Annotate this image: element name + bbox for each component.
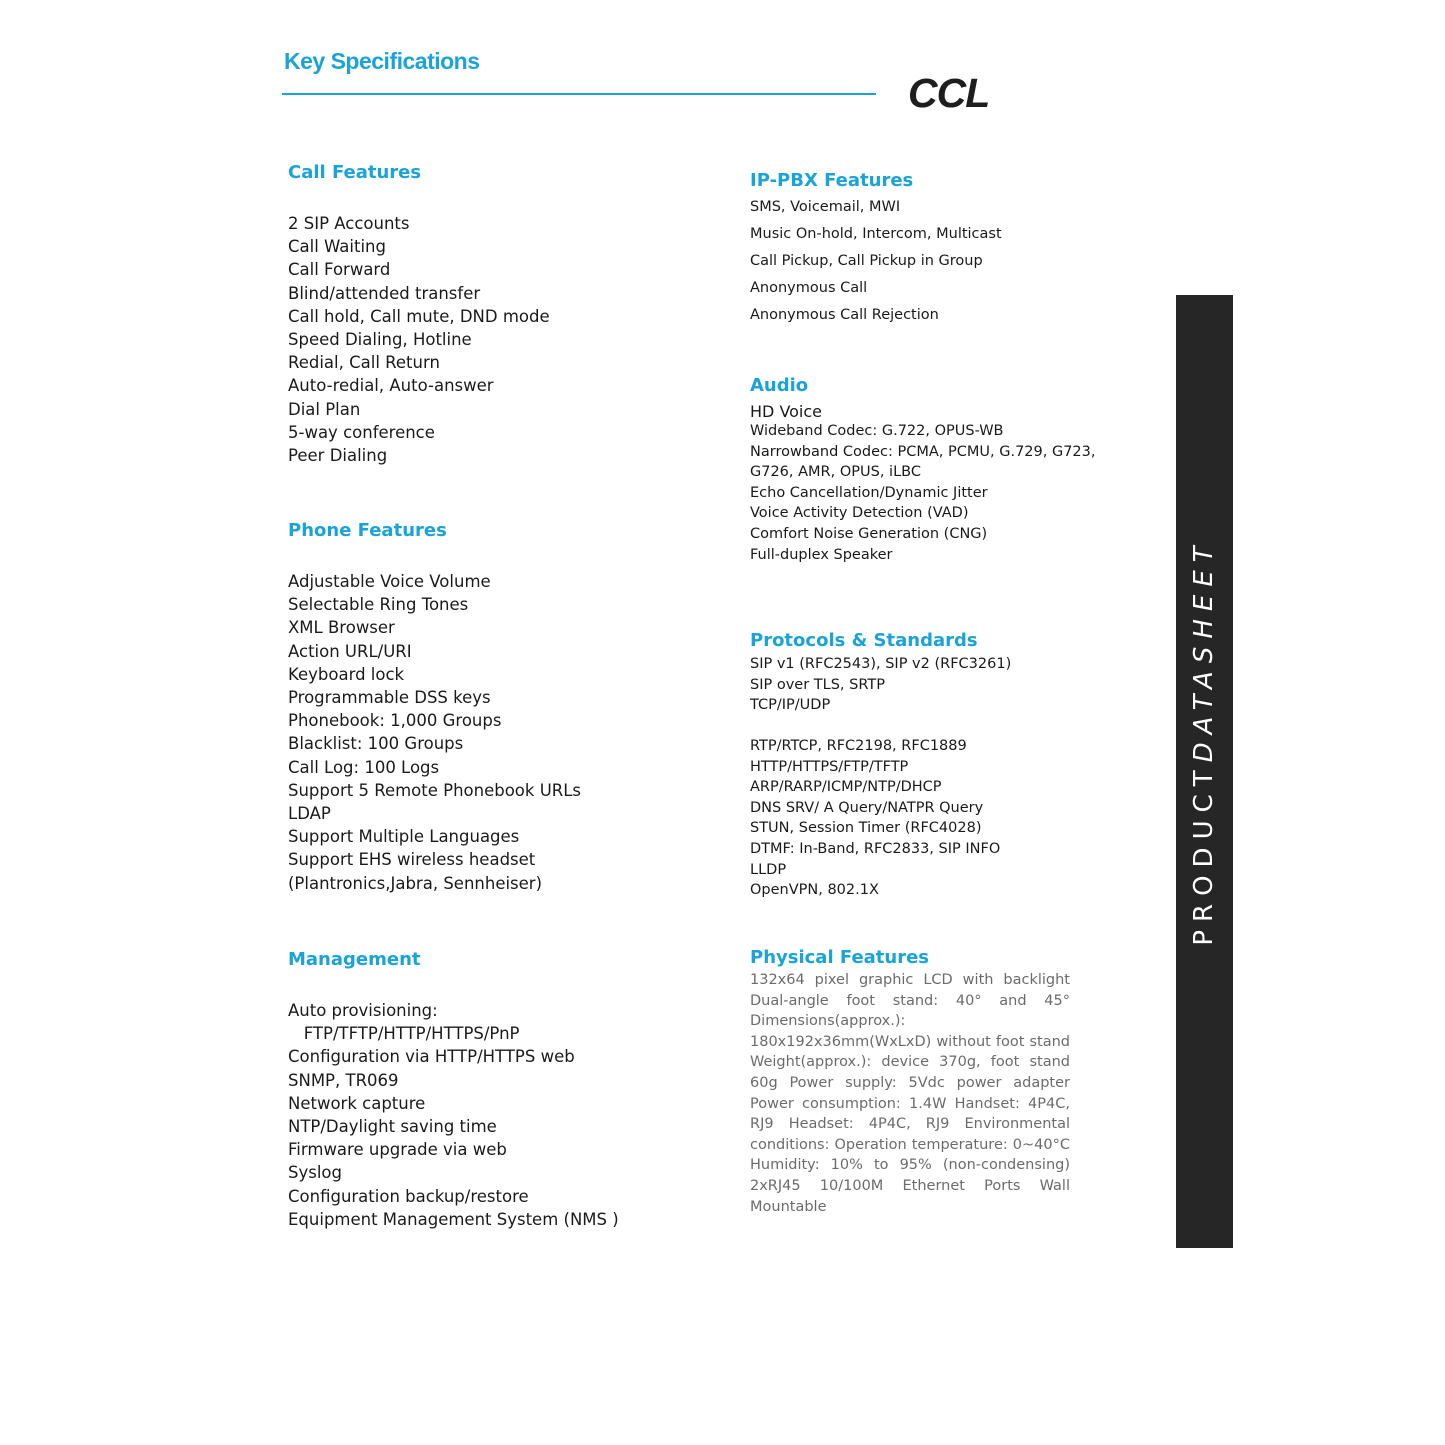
page-title: Key Specifications: [284, 48, 480, 74]
list-item: XML Browser: [288, 618, 395, 638]
list-item: Echo Cancellation/Dynamic Jitter: [750, 484, 988, 501]
list-item: Peer Dialing: [288, 446, 388, 466]
list-item: Speed Dialing, Hotline: [288, 330, 472, 350]
product-datasheet-label: [1189, 538, 1219, 945]
list-item: SIP over TLS, SRTP: [750, 676, 885, 693]
list-item: Comfort Noise Generation (CNG): [750, 525, 988, 542]
list-item: Blacklist: 100 Groups: [288, 734, 464, 754]
list-item: Support EHS wireless headset: [288, 850, 536, 870]
list-item: Firmware upgrade via web: [288, 1140, 507, 1160]
list-item: Programmable DSS keys: [288, 688, 491, 708]
list-item: Call Log: 100 Logs: [288, 757, 440, 777]
audio-heading: Audio: [750, 375, 809, 396]
list-item: STUN, Session Timer (RFC4028): [750, 820, 982, 837]
protocols-list-1: [750, 654, 1011, 716]
list-item: Auto provisioning:: [288, 1001, 438, 1020]
list-item: HTTP/HTTPS/FTP/TFTP: [750, 758, 909, 775]
list-item: Support Multiple Languages: [288, 827, 520, 847]
ippbx-features-heading: IP-PBX Features: [750, 170, 914, 191]
side-label-product: PRODUCT: [1189, 762, 1219, 946]
list-item: Blind/attended transfer: [288, 283, 481, 303]
list-item: Call hold, Call mute, DND mode: [288, 306, 550, 326]
list-item: Auto-redial, Auto-answer: [288, 376, 494, 396]
list-item: LLDP: [750, 861, 787, 878]
list-item: 5-way conference: [288, 422, 435, 442]
list-item: SMS, Voicemail, MWI: [750, 199, 901, 215]
list-item: ARP/RARP/ICMP/NTP/DHCP: [750, 779, 942, 796]
list-item: (Plantronics,Jabra, Sennheiser): [288, 873, 543, 893]
list-item: SNMP, TR069: [288, 1070, 399, 1090]
audio-lead: HD Voice: [750, 402, 823, 421]
side-label-datasheet: DATASHEET: [1189, 538, 1219, 763]
title-divider: [282, 93, 876, 95]
list-item: G726, AMR, OPUS, iLBC: [750, 464, 921, 481]
phone-features-heading: Phone Features: [288, 520, 447, 541]
list-item: Anonymous Call: [750, 280, 868, 296]
list-item: Support 5 Remote Phonebook URLs: [288, 780, 582, 800]
list-item: Dial Plan: [288, 399, 361, 419]
list-item: Action URL/URI: [288, 641, 412, 661]
list-item: DNS SRV/ A Query/NATPR Query: [750, 799, 984, 816]
list-item: Wideband Codec: G.722, OPUS-WB: [750, 423, 1004, 439]
management-heading: Management: [288, 949, 421, 970]
protocols-list-2: [750, 736, 1000, 901]
list-item: LDAP: [288, 804, 331, 824]
list-item: Keyboard lock: [288, 664, 405, 684]
ippbx-features-list: [750, 194, 1002, 329]
call-features-list: [288, 212, 550, 467]
list-item: TCP/IP/UDP: [750, 697, 831, 714]
list-item: SIP v1 (RFC2543), SIP v2 (RFC3261): [750, 656, 1012, 672]
list-item: 2 SIP Accounts: [288, 214, 410, 233]
protocols-heading: Protocols & Standards: [750, 630, 978, 651]
list-item: Syslog: [288, 1163, 342, 1183]
list-item: Narrowband Codec: PCMA, PCMU, G.729, G723,: [750, 443, 1096, 460]
list-item: Call Waiting: [288, 237, 386, 257]
list-item: Voice Activity Detection (VAD): [750, 505, 969, 522]
list-item: FTP/TFTP/HTTP/HTTPS/PnP: [288, 1024, 520, 1044]
list-item: OpenVPN, 802.1X: [750, 882, 879, 899]
list-item: NTP/Daylight saving time: [288, 1117, 497, 1137]
list-item: Adjustable Voice Volume: [288, 572, 491, 591]
list-item: Selectable Ring Tones: [288, 595, 469, 615]
list-item: DTMF: In-Band, RFC2833, SIP INFO: [750, 840, 1001, 857]
list-item: Call Pickup, Call Pickup in Group: [750, 253, 983, 269]
call-features-heading: Call Features: [288, 162, 422, 183]
list-item: Phonebook: 1,000 Groups: [288, 711, 502, 731]
list-item: RTP/RTCP, RFC2198, RFC1889: [750, 738, 967, 754]
list-item: Full-duplex Speaker: [750, 546, 893, 563]
physical-features-heading: Physical Features: [750, 947, 930, 968]
phone-features-list: [288, 570, 581, 895]
list-item: Equipment Management System (NMS ): [288, 1209, 619, 1229]
ccl-logo: CCL: [908, 70, 990, 116]
list-item: Configuration via HTTP/HTTPS web: [288, 1047, 575, 1067]
list-item: Network capture: [288, 1093, 426, 1113]
list-item: Configuration backup/restore: [288, 1186, 529, 1206]
list-item: Call Forward: [288, 260, 391, 280]
list-item: Music On-hold, Intercom, Multicast: [750, 226, 1002, 242]
list-item: Anonymous Call Rejection: [750, 307, 939, 323]
list-item: Redial, Call Return: [288, 353, 440, 373]
physical-features-text: 132x64 pixel graphic LCD with backlight Dual-angle foot stand: 40° and 45° Dimensions(approx.): 180x192x36mm(WxLxD) without foot stand Weight(approx.): device 370g, foot stand 60g Power supply: 5Vdc power adapter Power consumption: 1.4W Handset: 4P4C, RJ9 Headset: 4P4C, RJ9 Environmental conditions: Operation temperature: 0~40°C Humidity: 10% to 95% (non-condensing) 2xRJ45 10/100M Ethernet Ports Wall Mountable: [750, 972, 1070, 1215]
management-list: [288, 999, 619, 1231]
audio-list: [750, 421, 1095, 565]
